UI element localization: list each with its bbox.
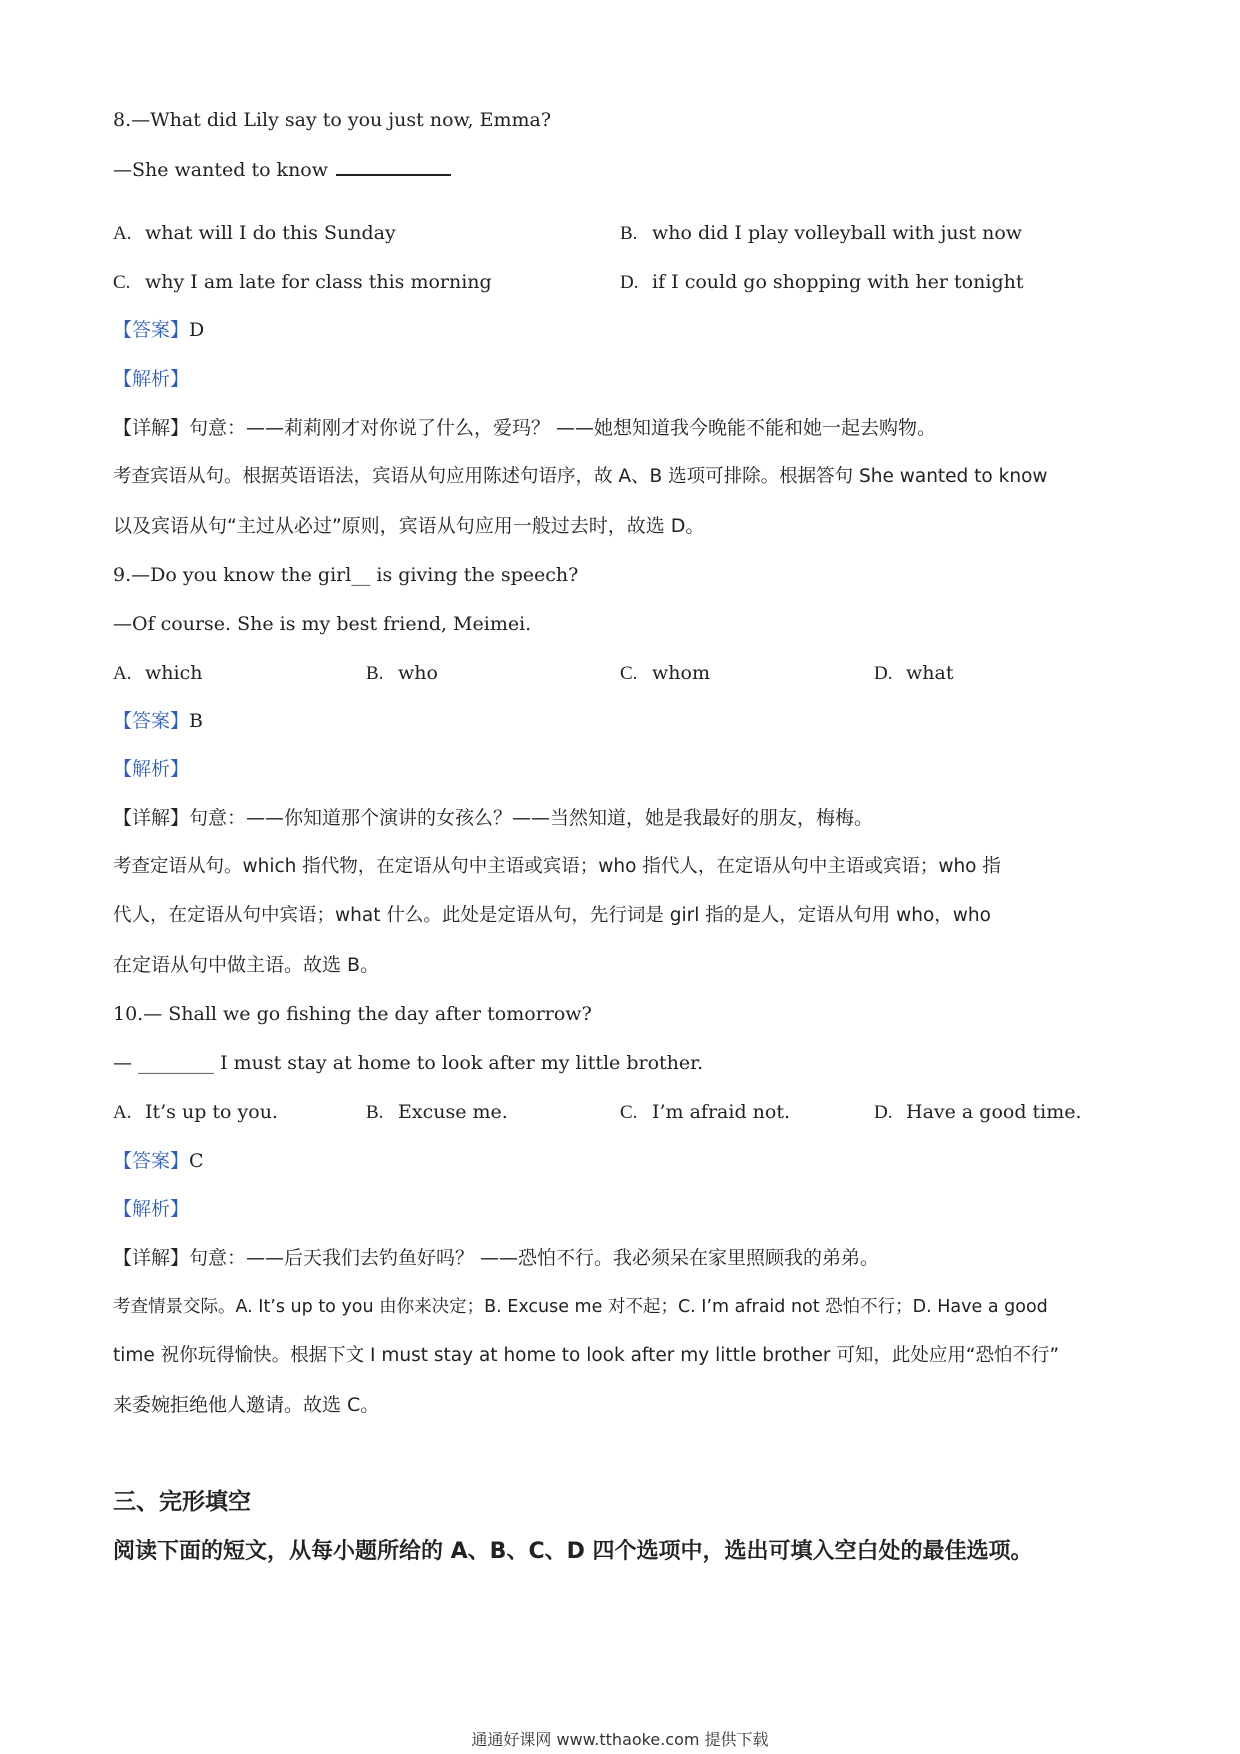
q9-response: —Of course. She is my best friend, Meimei.	[113, 613, 532, 635]
q9-analysis-tag	[113, 757, 189, 781]
answer-value: B	[189, 710, 203, 732]
q8-response	[113, 156, 451, 182]
q9-question: 9.—Do you know the girl__ is giving the speech?	[113, 564, 579, 586]
q10-analysis-tag	[113, 1197, 189, 1221]
page-footer: 通通好课网 www.tthaoke.com 提供下载	[471, 1730, 769, 1749]
answer-tag: 【答案】	[113, 319, 190, 341]
option-text: if I could go shopping with her tonight	[652, 271, 1024, 293]
section-instruction: 阅读下面的短文，从每小题所给的 A、B、C、D 四个选项中，选出可填入空白处的最佳选项。	[113, 1539, 1033, 1564]
q8-response-prefix: —She wanted to know	[113, 159, 329, 181]
option-text: what	[906, 662, 954, 684]
answer-value: C	[189, 1150, 204, 1172]
q9-explain-2: 代人，在定语从句中宾语；what 什么。此处是定语从句，先行词是 girl 指的是人，定语从句用 who，who	[113, 905, 991, 926]
option-text: I’m afraid not.	[652, 1101, 791, 1123]
option-text: who	[398, 662, 438, 684]
option-letter: D.	[620, 272, 639, 293]
option-text: It’s up to you.	[145, 1101, 278, 1123]
q8-option-a	[113, 221, 396, 246]
q9-explain-1: 考查定语从句。which 指代物，在定语从句中主语或宾语；who 指代人，在定语从句中主语或宾语；who 指	[113, 856, 1001, 877]
option-text: who did I play volleyball with just now	[652, 222, 1023, 244]
q8-explain-2: 以及宾语从句“主过从必过”原则，宾语从句应用一般过去时，故选 D。	[113, 515, 705, 537]
analysis-tag: 【解析】	[113, 758, 190, 780]
q10-explain-2: time 祝你玩得愉快。根据下文 I must stay at home to look after my little brother 可知，此处应用“恐怕不行”	[113, 1345, 1060, 1366]
detail-text: 句意：——后天我们去钓鱼好吗？ ——恐怕不行。我必须呆在家里照顾我的弟弟。	[189, 1247, 880, 1269]
q10-detail	[113, 1246, 879, 1270]
answer-tag: 【答案】	[113, 710, 190, 732]
q10-explain-1: 考查情景交际。A. It’s up to you 由你来决定；B. Excuse me 对不起；C. I’m afraid not 恐怕不行；D. Have a good	[113, 1297, 1048, 1317]
q10-option-b	[366, 1100, 508, 1125]
q8-explain-1: 考查宾语从句。根据英语语法，宾语从句应用陈述句语序，故 A、B 选项可排除。根据答句 She wanted to know	[113, 466, 1048, 487]
analysis-tag: 【解析】	[113, 1198, 190, 1220]
detail-text: 句意：——你知道那个演讲的女孩么？——当然知道，她是我最好的朋友，梅梅。	[189, 807, 874, 829]
q10-option-a	[113, 1100, 278, 1125]
q10-question: 10.— Shall we go fishing the day after tomorrow?	[113, 1003, 592, 1025]
option-letter: C.	[620, 1102, 638, 1123]
section-title: 三、完形填空	[113, 1489, 251, 1515]
option-letter: D.	[874, 663, 893, 684]
q9-option-b	[366, 661, 438, 686]
option-text: which	[145, 662, 203, 684]
q9-answer	[113, 709, 203, 733]
q8-blank	[336, 156, 451, 176]
option-letter: A.	[113, 663, 132, 684]
q9-option-c	[620, 661, 710, 686]
q8-answer	[113, 318, 204, 342]
detail-tag: 【详解】	[113, 417, 190, 439]
option-letter: A.	[113, 1102, 132, 1123]
q10-response: — ________ I must stay at home to look after my little brother.	[113, 1052, 704, 1074]
q10-option-d	[874, 1100, 1082, 1125]
answer-tag: 【答案】	[113, 1150, 190, 1172]
q10-answer	[113, 1149, 204, 1173]
detail-tag: 【详解】	[113, 1247, 190, 1269]
option-letter: B.	[366, 1102, 384, 1123]
option-text: whom	[652, 662, 710, 684]
option-text: Have a good time.	[906, 1101, 1082, 1123]
option-letter: A.	[113, 223, 132, 244]
option-letter: D.	[874, 1102, 893, 1123]
q9-option-a	[113, 661, 202, 686]
q8-option-c	[113, 270, 492, 295]
q9-option-d	[874, 661, 953, 686]
option-text: Excuse me.	[398, 1101, 508, 1123]
q8-detail	[113, 416, 936, 440]
detail-text: 句意：——莉莉刚才对你说了什么，爱玛？ ——她想知道我今晚能不能和她一起去购物。	[189, 417, 937, 439]
q8-option-b	[620, 221, 1022, 246]
q9-explain-3: 在定语从句中做主语。故选 B。	[113, 954, 380, 976]
q8-analysis-tag	[113, 367, 189, 391]
detail-tag: 【详解】	[113, 807, 190, 829]
answer-value: D	[189, 319, 205, 341]
q10-option-c	[620, 1100, 790, 1125]
q8-question: 8.—What did Lily say to you just now, Emma?	[113, 109, 552, 131]
option-text: what will I do this Sunday	[145, 222, 396, 244]
option-letter: C.	[620, 663, 638, 684]
q8-option-d	[620, 270, 1023, 295]
option-letter: C.	[113, 272, 131, 293]
option-letter: B.	[366, 663, 384, 684]
q10-explain-3: 来委婉拒绝他人邀请。故选 C。	[113, 1394, 380, 1416]
option-letter: B.	[620, 223, 638, 244]
analysis-tag: 【解析】	[113, 368, 190, 390]
q9-detail	[113, 806, 873, 830]
option-text: why I am late for class this morning	[145, 271, 492, 293]
